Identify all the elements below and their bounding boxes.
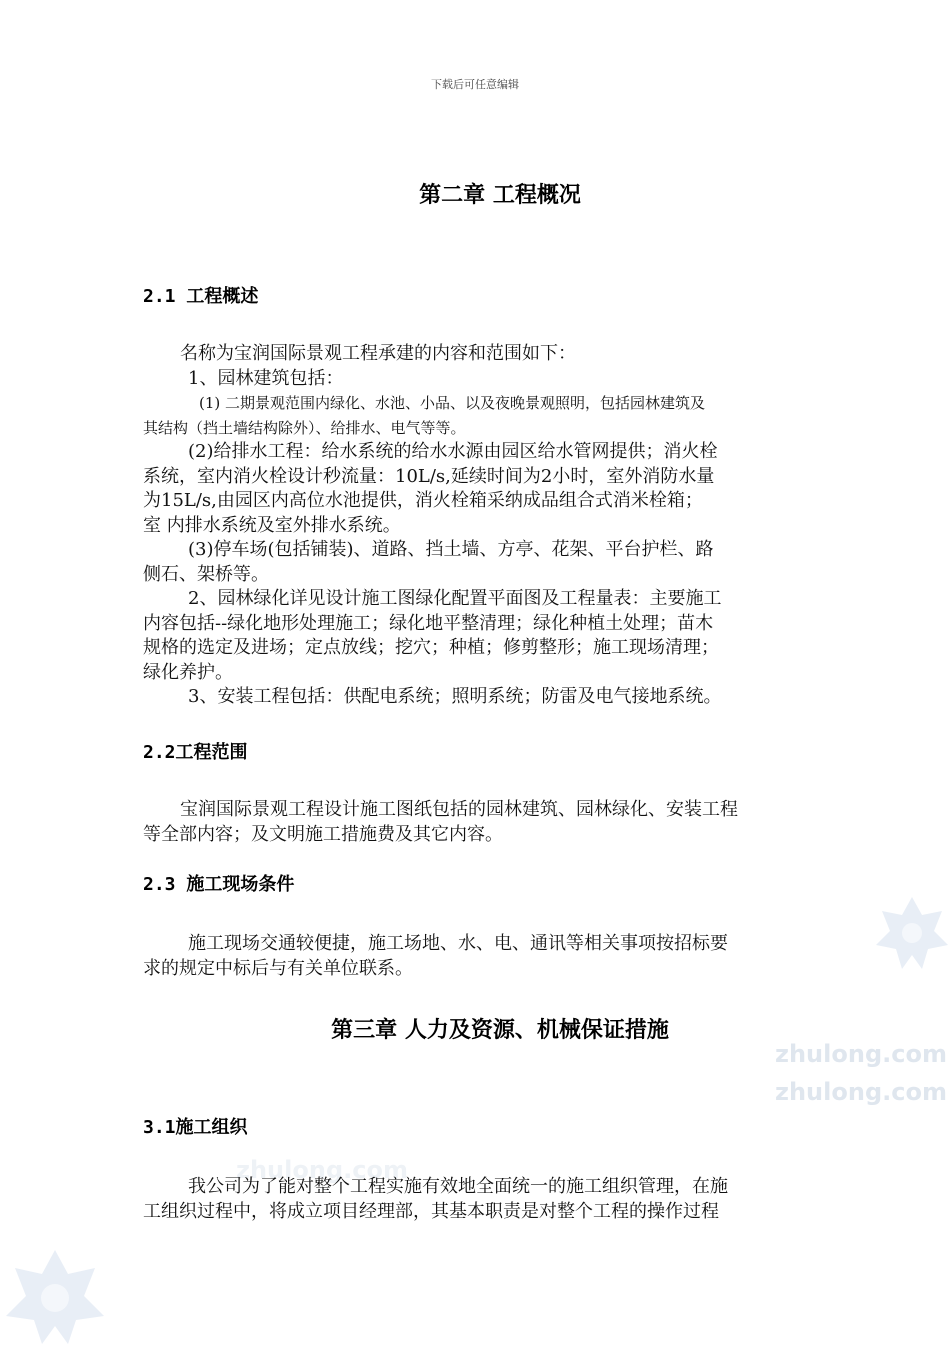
sub-item-2-line-3: 为15L/s,由园区内高位水池提供，消火栓箱采纳成品组合式消米栓箱； xyxy=(143,490,703,511)
watermark-text: zhulong.com xyxy=(775,1040,947,1068)
section-3-1-body xyxy=(143,1175,861,1224)
section-2-2-line-2: 等全部内容；及文明施工措施费及其它内容。 xyxy=(143,823,503,845)
sub-item-1-line-1: (1) 二期景观范围内绿化、水池、小品、以及夜晚景观照明，包括园林建筑及 xyxy=(199,394,706,412)
section-2-2-line-1: 宝润国际景观工程设计施工图纸包括的园林建筑、园林绿化、安装工程 xyxy=(180,799,738,820)
section-2-1-heading: 2.1 工程概述 xyxy=(143,286,259,307)
chapter-3-title: 第三章 人力及资源、机械保证措施 xyxy=(331,1018,669,1043)
item-1-line: 1、园林建筑包括： xyxy=(188,367,344,389)
sub-item-3-line-2: 侧石、架桥等。 xyxy=(143,563,269,585)
item-2-line-3: 规格的选定及进场；定点放线；挖穴；种植；修剪整形；施工现场清理； xyxy=(143,637,719,658)
watermark-text-2: zhulong.com xyxy=(775,1078,947,1106)
section-2-2-heading: 2.2工程范围 xyxy=(143,742,248,763)
section-3-1-line-1: 我公司为了能对整个工程实施有效地全面统一的施工组织管理，在施 xyxy=(188,1176,728,1197)
sub-item-2-line-4: 室 内排水系统及室外排水系统。 xyxy=(143,514,401,536)
sub-item-1-line-2: 其结构（挡土墙结构除外）、给排水、电气等等。 xyxy=(143,418,466,437)
watermark-snowflake-icon-2 xyxy=(0,1246,110,1350)
section-3-1-line-2: 工组织过程中，将成立项目经理部，其基本职责是对整个工程的操作过程 xyxy=(143,1200,719,1222)
watermark-snowflake-icon xyxy=(872,893,950,977)
section-2-3-line-2: 求的规定中标后与有关单位联系。 xyxy=(143,957,413,979)
item-2-line-4: 绿化养护。 xyxy=(143,661,233,683)
section-2-1-body xyxy=(143,342,861,710)
item-3-line: 3、安装工程包括：供配电系统；照明系统；防雷及电气接地系统。 xyxy=(188,686,722,707)
watermark-text-3: zhulong.com xyxy=(236,1156,408,1184)
intro-line: 名称为宝润国际景观工程承建的内容和范围如下： xyxy=(180,343,576,364)
page-header-note: 下载后可任意编辑 xyxy=(431,78,519,91)
section-3-1-heading: 3.1施工组织 xyxy=(143,1117,248,1138)
sub-item-3-line-1: (3)停车场(包括铺装)、道路、挡土墙、方亭、花架、平台护栏、路 xyxy=(188,539,714,560)
sub-item-2-line-1: (2)给排水工程：给水系统的给水水源由园区给水管网提供；消火栓 xyxy=(188,441,718,462)
item-2-line-1: 2、园林绿化详见设计施工图绿化配置平面图及工程量表：主要施工 xyxy=(188,588,722,609)
section-2-2-body xyxy=(143,798,861,847)
section-2-3-line-1: 施工现场交通较便捷，施工场地、水、电、通讯等相关事项按招标要 xyxy=(188,933,728,954)
item-2-line-2: 内容包括--绿化地形处理施工；绿化地平整清理；绿化种植土处理；苗木 xyxy=(143,612,714,634)
sub-item-2-line-2: 系统，室内消火栓设计秒流量：10L/s,延续时间为2小时，室外消防水量 xyxy=(143,465,715,487)
chapter-2-title: 第二章 工程概况 xyxy=(419,183,581,208)
section-2-3-body xyxy=(143,932,861,981)
section-2-3-heading: 2.3 施工现场条件 xyxy=(143,874,295,895)
